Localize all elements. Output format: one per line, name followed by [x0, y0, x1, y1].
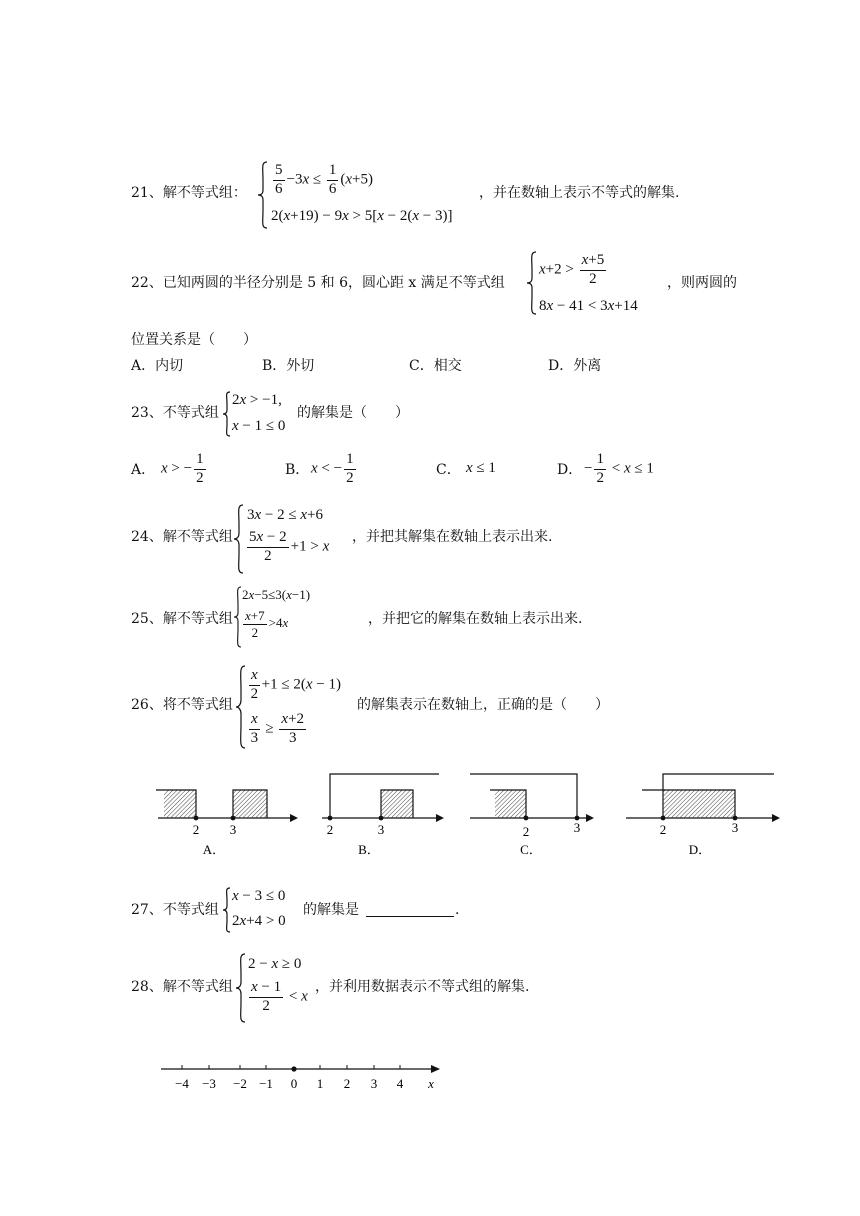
q26-number: 26、将不等式组	[131, 697, 233, 713]
q28-inequality-1: 2 − x ≥ 0	[248, 956, 302, 972]
q28-number: 28、解不等式组	[131, 979, 233, 995]
axis-tick-label: −4	[175, 1076, 189, 1091]
q25-instruction: ，并把它的解集在数轴上表示出来.	[368, 611, 583, 627]
q21-inequality-2: 2(x+19) − 9x > 5[x − 2(x − 3)]	[271, 208, 453, 224]
q23-stem-tail: 的解集是（ ）	[297, 405, 409, 421]
left-brace-icon	[233, 503, 245, 575]
option-d-number-line	[626, 774, 780, 822]
q22-inequality-1: x+2 > $\frac{x+5}{2}$	[539, 252, 605, 287]
q25-inequality-1: 2x−5≤3(x−1)	[242, 587, 311, 602]
axis-tick-label: −2	[233, 1076, 247, 1091]
q28-inequality-2: $\frac{x - 1}{2}$ < x	[251, 979, 308, 1014]
option-a-label: A．	[202, 842, 226, 857]
axis-tick-label: 4	[396, 1076, 404, 1091]
left-brace-icon	[257, 160, 269, 230]
q24-inequality-1: 3x − 2 ≤ x+6	[247, 507, 324, 523]
q28-number-line	[155, 1058, 455, 1098]
option-c-label: C．	[520, 842, 542, 857]
q25-inequality-2: $\frac{x+7}{2}$ >4x	[245, 608, 289, 640]
axis-tick-label: 1	[316, 1076, 324, 1091]
q22-option-d: D．外离	[548, 358, 602, 374]
left-brace-icon	[526, 250, 538, 316]
option-d-label: D．	[688, 842, 712, 857]
option-b-number-line	[322, 774, 444, 822]
axis-tick-label: −1	[259, 1076, 273, 1091]
q26-inequality-2: $\frac{x}{3}$ ≥ $\frac{x+2}{3}$	[250, 711, 305, 746]
option-d-tick-3: 3	[731, 820, 739, 835]
q24-number: 24、解不等式组	[131, 529, 233, 545]
option-b-tick-2: 2	[326, 822, 334, 837]
q22-option-b: B．外切	[262, 358, 315, 374]
left-brace-icon	[235, 664, 247, 750]
q21-instruction: ，并在数轴上表示不等式的解集.	[479, 185, 680, 201]
option-c-number-line	[470, 774, 594, 822]
origin-point	[291, 1066, 296, 1071]
q21-inequality-1: $\frac{5}{6}$ −3x ≤ $\frac{1}{6}$ (x+5)	[275, 162, 374, 197]
q26-number-line-options	[150, 766, 790, 858]
q22-stem: 22、已知两圆的半径分别是 5 和 6，圆心距 x 满足不等式组	[131, 275, 505, 291]
q23-option-a: x > − $\frac{1}{2}$	[161, 451, 204, 486]
axis-tick-label: −3	[202, 1076, 216, 1091]
q28-instruction: ，并利用数据表示不等式组的解集.	[315, 979, 530, 995]
q27-period: .	[455, 902, 460, 918]
q27-stem-tail: 的解集是	[303, 902, 359, 918]
option-a-tick-2: 2	[192, 822, 200, 837]
q22-option-c: C．相交	[409, 358, 462, 374]
option-c-tick-2: 2	[522, 824, 530, 839]
q23-option-c: x ≤ 1	[466, 460, 496, 476]
option-a-tick-3: 3	[229, 822, 237, 837]
q22-inequality-2: 8x − 41 < 3x+14	[539, 298, 638, 314]
option-d-tick-2: 2	[659, 822, 667, 837]
axis-variable-label: x	[428, 1076, 434, 1091]
q26-stem-tail: 的解集表示在数轴上，正确的是（ ）	[357, 697, 609, 713]
option-b-tick-3: 3	[377, 822, 385, 837]
answer-blank[interactable]	[366, 916, 454, 917]
q24-instruction: ，并把其解集在数轴上表示出来.	[352, 529, 553, 545]
axis-tick-label: 3	[370, 1076, 378, 1091]
axis-tick-label: 2	[343, 1076, 351, 1091]
q23-number: 23、不等式组	[131, 405, 219, 421]
q27-number: 27、不等式组	[131, 902, 219, 918]
q22-option-a: A．内切	[131, 358, 184, 374]
q23-option-b: x < − $\frac{1}{2}$	[311, 451, 354, 486]
q27-inequality-2: 2x+4 > 0	[232, 913, 286, 929]
left-brace-icon	[235, 952, 247, 1024]
option-a-number-line	[156, 790, 298, 822]
q23-option-b-label: B．	[285, 462, 310, 478]
option-b-label: B．	[358, 842, 380, 857]
left-brace-icon	[222, 886, 232, 934]
q23-inequality-2: x − 1 ≤ 0	[232, 418, 286, 434]
q27-inequality-1: x − 3 ≤ 0	[232, 888, 286, 904]
q22-stem-line2: 位置关系是（ ）	[131, 332, 257, 348]
q26-inequality-1: $\frac{x}{2}$ +1 ≤ 2(x − 1)	[250, 667, 341, 702]
left-brace-icon	[222, 390, 232, 438]
q23-option-c-label: C．	[436, 462, 461, 478]
q25-number: 25、解不等式组	[131, 611, 233, 627]
q23-option-a-label: A．	[131, 462, 156, 478]
axis-tick-label: 0	[290, 1076, 298, 1091]
q21-number: 21、解不等式组：	[131, 185, 247, 201]
q23-option-d-label: D．	[557, 462, 583, 478]
q23-inequality-1: 2x > −1,	[232, 392, 282, 408]
q23-option-d: − $\frac{1}{2}$ < x ≤ 1	[584, 451, 654, 486]
q24-inequality-2: $\frac{5x - 2}{2}$ +1 > x	[249, 529, 330, 564]
option-c-tick-3: 3	[573, 820, 581, 835]
q22-stem-tail: ，则两圆的	[667, 275, 737, 291]
